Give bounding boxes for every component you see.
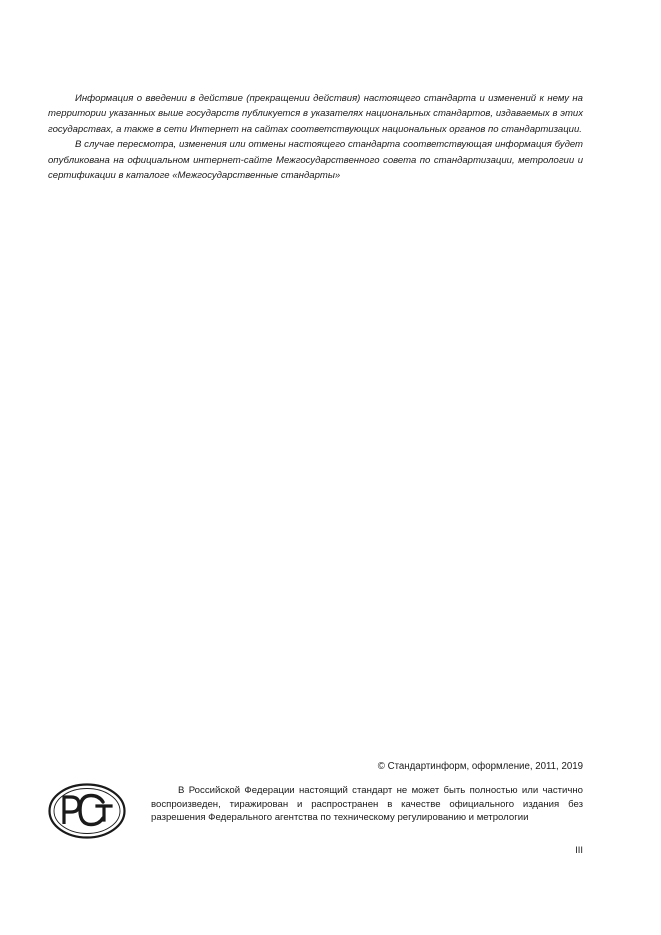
info-block <box>48 91 583 183</box>
info-paragraph-revision: В случае пересмотра, изменения или отмены настоящего стандарта соответствующая информация будет опубликована на официальном интернет-сайте Межгосударственного совета по стандартизации, метрологии и сертификации в каталоге «Межгосударственные стандарты» <box>48 139 583 182</box>
legal-notice-text: В Российской Федерации настоящий стандарт не может быть полностью или частично воспроизведен, тиражирован и распространен в качестве официального издания без разрешения Федерального агентства по техническому регулированию и метрологии <box>151 785 583 823</box>
info-paragraph-introduction: Информация о введении в действие (прекращении действия) настоящего стандарта и изменений к нему на территории указанных выше государств публикуется в указателях национальных стандартов, издаваемых в этих государствах, а также в сети Интернет на сайтах соответствующих национальных органов по стандартизации. <box>48 93 583 135</box>
page-number: III <box>575 844 583 855</box>
legal-notice <box>151 784 583 825</box>
copyright-line: © Стандартинформ, оформление, 2011, 2019 <box>377 761 583 772</box>
gost-r-mark-icon <box>47 782 127 840</box>
